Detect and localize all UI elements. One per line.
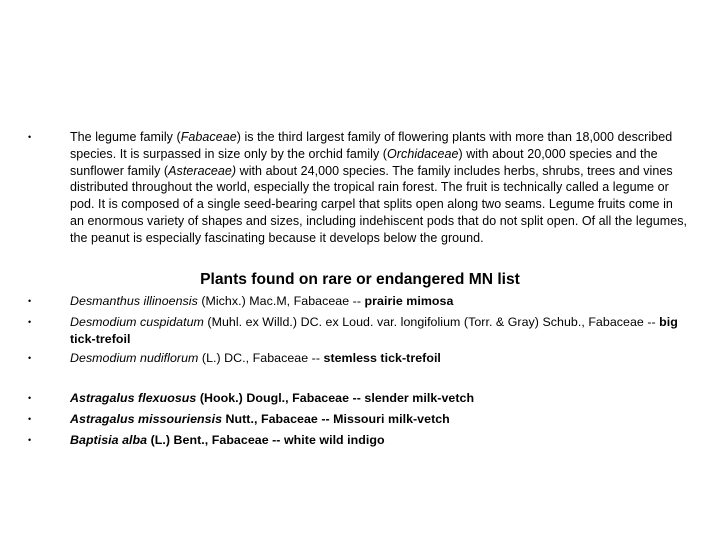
species-authority: Nutt., Fabaceae -- Missouri milk-vetch xyxy=(222,412,450,426)
bullet-marker: • xyxy=(28,353,32,363)
bullet-marker: • xyxy=(28,414,32,424)
species-authority: (L.) DC., Fabaceae -- xyxy=(198,351,324,365)
plant-entry xyxy=(70,314,690,348)
intro-text-part: The legume family ( xyxy=(70,130,181,144)
species-name: Desmodium cuspidatum xyxy=(70,315,204,329)
common-name: big tick-trefoil xyxy=(70,315,678,346)
species-authority: (Muhl. ex Willd.) DC. ex Loud. var. longifolium (Torr. & Gray) Schub., Fabaceae -- xyxy=(203,315,660,329)
species-authority: (L.) Bent., Fabaceae -- white wild indigo xyxy=(147,433,385,447)
plant-entry xyxy=(70,432,690,449)
family-name-fabaceae: Fabaceae xyxy=(180,130,237,144)
bullet-marker: • xyxy=(28,393,32,403)
bullet-marker: • xyxy=(28,317,32,327)
intro-text-part: ) with about 20,000 species and the sunflower family ( xyxy=(70,146,658,178)
plant-entry xyxy=(70,390,690,407)
species-name: Baptisia alba xyxy=(70,433,148,447)
species-name: Astragalus missouriensis xyxy=(70,412,223,426)
common-name: stemless tick-trefoil xyxy=(323,351,441,365)
intro-text-part: with about 24,000 species. The family includes herbs, shrubs, trees and vines distributed throughout the world, especially the tropical rain forest. The fruit is technically called a legume or pod. It is composed of a single seed-bearing carpel that splits open along two seams. Legume fruits come in an enormous variety of shapes and sizes, including indehiscent pods that do not split open. Of all the legumes, the peanut is especially fascinating because it develops below the ground. xyxy=(70,163,688,245)
family-name-orchidaceae: Orchidaceae xyxy=(387,146,459,161)
plant-entry xyxy=(70,293,690,310)
species-authority: (Hook.) Dougl., Fabaceae -- slender milk-vetch xyxy=(196,391,475,405)
species-name: Desmanthus illinoensis xyxy=(70,294,198,308)
plant-entry xyxy=(70,411,690,428)
species-name: Desmodium nudiflorum xyxy=(70,351,199,365)
species-authority: (Michx.) Mac.M, Fabaceae -- xyxy=(197,294,365,308)
plant-entry xyxy=(70,350,690,367)
species-name: Astragalus flexuosus xyxy=(70,391,197,405)
intro-text-part: ) is the third largest family of flowering plants with more than 18,000 described species. It is surpassed in size only by the orchid family ( xyxy=(70,130,673,161)
common-name: prairie mimosa xyxy=(364,294,454,308)
intro-text xyxy=(70,129,690,247)
bullet-marker: • xyxy=(28,435,32,445)
bullet-marker: • xyxy=(28,296,32,306)
bullet-marker: • xyxy=(28,132,32,142)
section-heading: Plants found on rare or endangered MN list xyxy=(200,271,520,288)
family-name-asteraceae: Asteraceae) xyxy=(168,163,237,178)
